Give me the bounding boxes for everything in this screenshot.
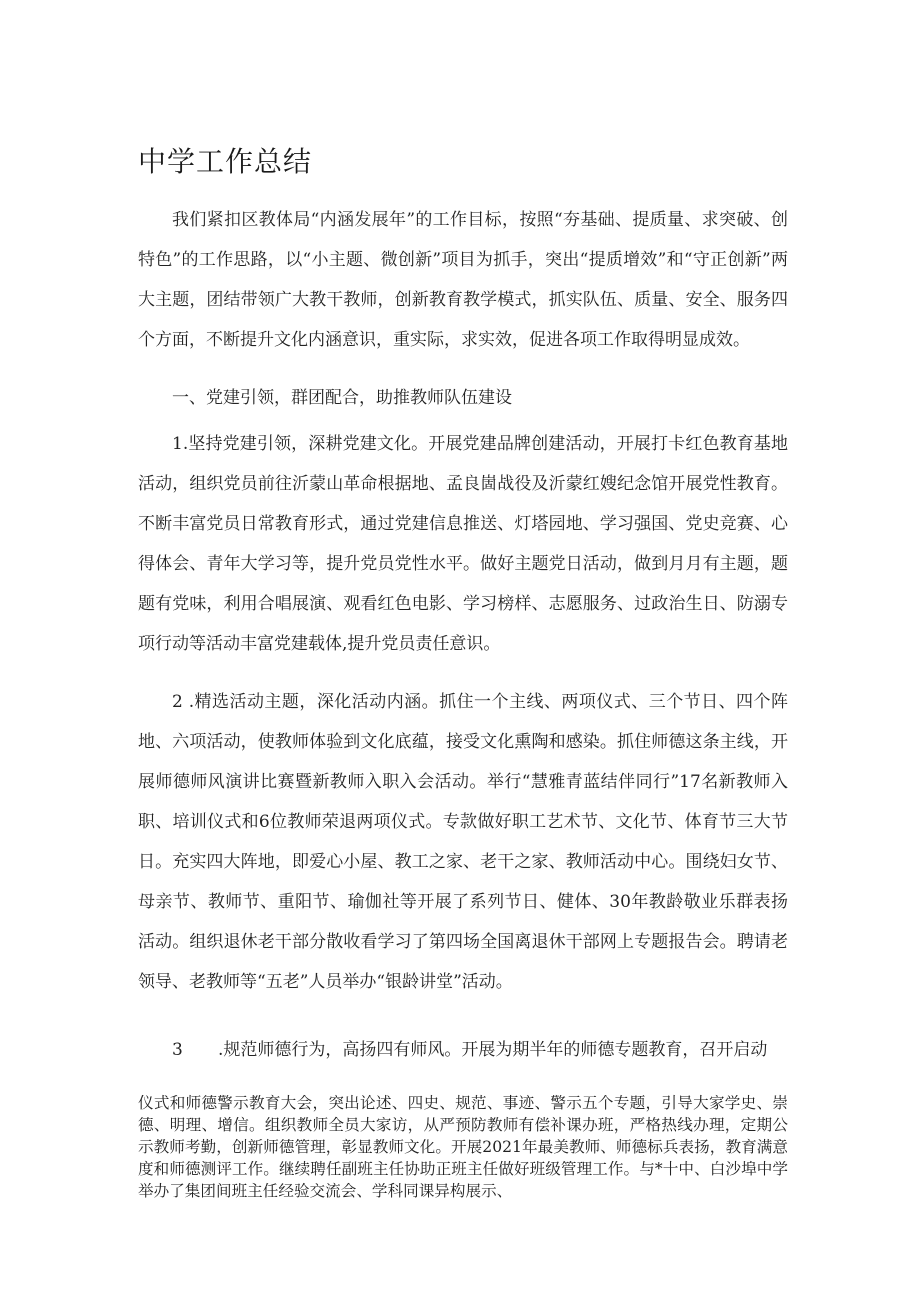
item-3-heading-line [172, 1030, 767, 1070]
section-heading: 一、党建引领，群团配合，助推教师队伍建设 [172, 388, 512, 408]
intro-paragraph: 我们紧扣区教体局“内涵发展年”的工作目标，按照“夯基础、提质量、求突破、创特色”的工作思路，以“小主题、微创新”项目为抓手，突出“提质增效”和“守正创新”两大主题，团结带领广大教干教师，创新教育教学模式，抓实队伍、质量、安全、服务四个方面，不断提升文化内涵意识，重实际，求实效，促进各项工作取得明显成效。 [138, 210, 788, 350]
item-3-number: 3 [172, 1040, 183, 1060]
item-3-lead: .规范师德行为，高扬四有师风。开展为期半年的师德专题教育，召开启动 [218, 1040, 768, 1060]
item-1-paragraph: 1.坚持党建引领，深耕党建文化。开展党建品牌创建活动，开展打卡红色教育基地活动，组织党员前往沂蒙山革命根据地、孟良崮战役及沂蒙红嫂纪念馆开展党性教育。不断丰富党员日常教育形式，通过党建信息推送、灯塔园地、学习强国、党史竞赛、心得体会、青年大学习等，提升党员党性水平。做好主题党日活动，做到月月有主题，题题有党味，利用合唱展演、观看红色电影、学习榜样、志愿服务、过政治生日、防溺专项行动等活动丰富党建载体,提升党员责任意识。 [138, 434, 788, 654]
page-title: 中学工作总结 [138, 145, 313, 178]
item-2-paragraph: 2 .精选活动主题，深化活动内涵。抓住一个主线、两项仪式、三个节日、四个阵地、六项活动，使教师体验到文化底蕴，接受文化熏陶和感染。抓住师德这条主线，开展师德师风演讲比赛暨新教师入职入会活动。举行“慧雅青蓝结伴同行”17名新教师入职、培训仪式和6位教师荣退两项仪式。专款做好职工艺术节、文化节、体育节三大节日。充实四大阵地，即爱心小屋、教工之家、老干之家、教师活动中心。围绕妇女节、母亲节、教师节、重阳节、瑜伽社等开展了系列节日、健体、30年教龄敬业乐群表扬活动。组织退休老干部分散收看学习了第四场全国离退休干部网上专题报告会。聘请老领导、老教师等“五老”人员举办“银龄讲堂”活动。 [138, 692, 788, 992]
item-3-body: 仪式和师德警示教育大会，突出论述、四史、规范、事迹、警示五个专题，引导大家学史、崇德、明理、增信。组织教师全员大家访，从严预防教师有偿补课办班，严格热线办理，定期公示教师考勤，创新师德管理，彰显教师文化。开展2021年最美教师、师德标兵表扬，教育满意度和师德测评工作。继续聘任副班主任协助正班主任做好班级管理工作。与*十中、白沙埠中学举办了集团间班主任经验交流会、学科同课异构展示、 [138, 1094, 788, 1200]
